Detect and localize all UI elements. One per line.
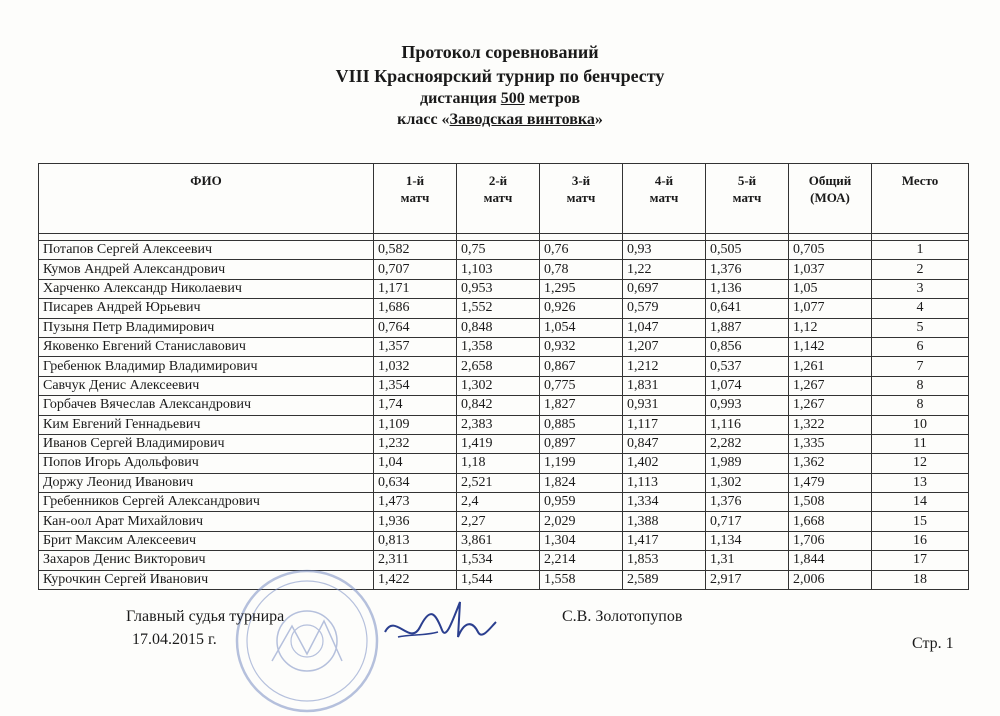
- cell-name: Горбачев Вячеслав Александрович: [39, 396, 374, 415]
- cell-m2: 2,658: [457, 357, 540, 376]
- document-title: [0, 40, 1000, 130]
- column-header-name: ФИО: [39, 164, 374, 234]
- table-row: [39, 318, 969, 337]
- cell-m1: 0,582: [374, 241, 457, 260]
- cell-m3: 0,867: [540, 357, 623, 376]
- table-row: [39, 531, 969, 550]
- cell-m1: 1,04: [374, 454, 457, 473]
- table-header-row: [39, 164, 969, 234]
- cell-m2: 0,848: [457, 318, 540, 337]
- cell-m5: 1,302: [706, 473, 789, 492]
- cell-total: 1,335: [789, 434, 872, 453]
- cell-place: 4: [872, 299, 969, 318]
- cell-m1: 1,354: [374, 376, 457, 395]
- cell-m5: 0,505: [706, 241, 789, 260]
- cell-m2: 2,4: [457, 493, 540, 512]
- cell-name: Попов Игорь Адольфович: [39, 454, 374, 473]
- cell-place: 5: [872, 318, 969, 337]
- cell-place: 2: [872, 260, 969, 279]
- cell-m5: 0,641: [706, 299, 789, 318]
- signature-icon: [380, 592, 500, 652]
- cell-m1: 1,422: [374, 570, 457, 589]
- cell-m1: 2,311: [374, 551, 457, 570]
- protocol-date: 17.04.2015 г.: [132, 631, 217, 648]
- cell-total: 1,668: [789, 512, 872, 531]
- cell-m1: 1,473: [374, 493, 457, 512]
- cell-m4: 1,113: [623, 473, 706, 492]
- cell-m1: 1,357: [374, 337, 457, 356]
- cell-total: 1,05: [789, 279, 872, 298]
- cell-m3: 0,932: [540, 337, 623, 356]
- column-header-m2: 2-й матч: [457, 164, 540, 234]
- cell-name: Доржу Леонид Иванович: [39, 473, 374, 492]
- table-row: [39, 260, 969, 279]
- page-number: Стр. 1: [912, 635, 954, 652]
- cell-name: Гребенюк Владимир Владимирович: [39, 357, 374, 376]
- cell-m5: 0,993: [706, 396, 789, 415]
- cell-m1: 0,707: [374, 260, 457, 279]
- class-value: Заводская винтовка: [449, 111, 595, 128]
- table-row: [39, 434, 969, 453]
- cell-m4: 1,334: [623, 493, 706, 512]
- column-header-m4: 4-й матч: [623, 164, 706, 234]
- cell-name: Потапов Сергей Алексеевич: [39, 241, 374, 260]
- distance-value: 500: [500, 90, 525, 107]
- cell-m3: 1,199: [540, 454, 623, 473]
- cell-place: 12: [872, 454, 969, 473]
- round-seal-icon: [232, 566, 382, 716]
- cell-m5: 1,376: [706, 260, 789, 279]
- cell-m4: 2,589: [623, 570, 706, 589]
- cell-total: 1,142: [789, 337, 872, 356]
- cell-m2: 1,18: [457, 454, 540, 473]
- cell-m4: 0,697: [623, 279, 706, 298]
- cell-place: 11: [872, 434, 969, 453]
- table-row: [39, 493, 969, 512]
- table-row: [39, 473, 969, 492]
- cell-m3: 1,558: [540, 570, 623, 589]
- cell-m3: 2,214: [540, 551, 623, 570]
- cell-m2: 2,27: [457, 512, 540, 531]
- table-row: [39, 396, 969, 415]
- results-table: [38, 163, 969, 590]
- cell-place: 18: [872, 570, 969, 589]
- cell-m2: 1,103: [457, 260, 540, 279]
- cell-total: 1,479: [789, 473, 872, 492]
- cell-m2: 1,552: [457, 299, 540, 318]
- cell-name: Кумов Андрей Александрович: [39, 260, 374, 279]
- cell-name: Писарев Андрей Юрьевич: [39, 299, 374, 318]
- cell-total: 1,077: [789, 299, 872, 318]
- cell-place: 8: [872, 376, 969, 395]
- distance-prefix: дистанция: [420, 90, 501, 107]
- results-table-body: [39, 234, 969, 590]
- cell-m1: 1,032: [374, 357, 457, 376]
- column-header-place: Место: [872, 164, 969, 234]
- cell-m5: 1,989: [706, 454, 789, 473]
- cell-m3: 0,926: [540, 299, 623, 318]
- cell-m1: 0,634: [374, 473, 457, 492]
- table-row: [39, 241, 969, 260]
- cell-m2: 0,953: [457, 279, 540, 298]
- class-suffix: »: [594, 111, 603, 128]
- cell-m3: 1,295: [540, 279, 623, 298]
- cell-m4: 0,847: [623, 434, 706, 453]
- table-row: [39, 357, 969, 376]
- cell-m2: 1,544: [457, 570, 540, 589]
- cell-name: Иванов Сергей Владимирович: [39, 434, 374, 453]
- cell-m2: 0,75: [457, 241, 540, 260]
- cell-m5: 2,917: [706, 570, 789, 589]
- cell-m4: 1,22: [623, 260, 706, 279]
- cell-m4: 1,417: [623, 531, 706, 550]
- table-row: [39, 454, 969, 473]
- cell-m3: 0,775: [540, 376, 623, 395]
- table-row: [39, 415, 969, 434]
- table-row: [39, 337, 969, 356]
- title-line-2: VIII Красноярский турнир по бенчресту: [335, 66, 665, 86]
- column-header-total: Общий (МОА): [789, 164, 872, 234]
- cell-total: 1,267: [789, 376, 872, 395]
- cell-total: 0,705: [789, 241, 872, 260]
- cell-m4: 1,207: [623, 337, 706, 356]
- cell-total: 1,362: [789, 454, 872, 473]
- cell-place: 3: [872, 279, 969, 298]
- cell-m5: 1,31: [706, 551, 789, 570]
- cell-m4: 1,853: [623, 551, 706, 570]
- table-row: [39, 551, 969, 570]
- chief-judge-title: Главный судья турнира: [126, 608, 285, 625]
- cell-m2: 0,842: [457, 396, 540, 415]
- cell-name: Захаров Денис Викторович: [39, 551, 374, 570]
- cell-place: 7: [872, 357, 969, 376]
- cell-total: 2,006: [789, 570, 872, 589]
- cell-m2: 1,302: [457, 376, 540, 395]
- cell-name: Гребенников Сергей Александрович: [39, 493, 374, 512]
- cell-m2: 1,534: [457, 551, 540, 570]
- distance-line: [0, 88, 1000, 109]
- column-header-m5: 5-й матч: [706, 164, 789, 234]
- cell-m1: 1,171: [374, 279, 457, 298]
- cell-m4: 0,93: [623, 241, 706, 260]
- cell-total: 1,037: [789, 260, 872, 279]
- cell-place: 15: [872, 512, 969, 531]
- cell-place: 17: [872, 551, 969, 570]
- cell-m2: 1,358: [457, 337, 540, 356]
- cell-m5: 0,717: [706, 512, 789, 531]
- cell-total: 1,508: [789, 493, 872, 512]
- cell-m3: 1,824: [540, 473, 623, 492]
- cell-m1: 1,74: [374, 396, 457, 415]
- cell-total: 1,322: [789, 415, 872, 434]
- cell-m3: 1,827: [540, 396, 623, 415]
- cell-m3: 0,959: [540, 493, 623, 512]
- cell-m5: 0,856: [706, 337, 789, 356]
- cell-m3: 1,304: [540, 531, 623, 550]
- cell-total: 1,267: [789, 396, 872, 415]
- cell-total: 1,12: [789, 318, 872, 337]
- cell-m1: 0,764: [374, 318, 457, 337]
- cell-name: Харченко Александр Николаевич: [39, 279, 374, 298]
- cell-m4: 1,388: [623, 512, 706, 531]
- cell-m4: 1,047: [623, 318, 706, 337]
- cell-name: Курочкин Сергей Иванович: [39, 570, 374, 589]
- cell-m3: 0,78: [540, 260, 623, 279]
- distance-suffix: метров: [524, 90, 580, 107]
- cell-m5: 1,376: [706, 493, 789, 512]
- cell-total: 1,706: [789, 531, 872, 550]
- chief-judge-name: С.В. Золотопупов: [562, 608, 683, 625]
- cell-m4: 1,831: [623, 376, 706, 395]
- cell-m3: 0,76: [540, 241, 623, 260]
- cell-m2: 2,521: [457, 473, 540, 492]
- cell-m1: 1,686: [374, 299, 457, 318]
- cell-m5: 1,116: [706, 415, 789, 434]
- cell-m2: 1,419: [457, 434, 540, 453]
- table-row: [39, 512, 969, 531]
- cell-m3: 1,054: [540, 318, 623, 337]
- table-row: [39, 376, 969, 395]
- cell-m5: 0,537: [706, 357, 789, 376]
- cell-place: 16: [872, 531, 969, 550]
- cell-place: 1: [872, 241, 969, 260]
- cell-m5: 2,282: [706, 434, 789, 453]
- table-row: [39, 570, 969, 589]
- cell-name: Ким Евгений Геннадьевич: [39, 415, 374, 434]
- cell-name: Савчук Денис Алексеевич: [39, 376, 374, 395]
- cell-m1: 1,936: [374, 512, 457, 531]
- column-header-m3: 3-й матч: [540, 164, 623, 234]
- cell-m3: 0,885: [540, 415, 623, 434]
- cell-name: Брит Максим Алексеевич: [39, 531, 374, 550]
- cell-place: 8: [872, 396, 969, 415]
- cell-m5: 1,134: [706, 531, 789, 550]
- cell-m3: 2,029: [540, 512, 623, 531]
- column-header-m1: 1-й матч: [374, 164, 457, 234]
- cell-place: 14: [872, 493, 969, 512]
- header-spacer-row: [39, 234, 969, 241]
- cell-place: 10: [872, 415, 969, 434]
- cell-m4: 1,212: [623, 357, 706, 376]
- table-row: [39, 279, 969, 298]
- cell-place: 13: [872, 473, 969, 492]
- cell-m2: 3,861: [457, 531, 540, 550]
- cell-name: Кан-оол Арат Михайлович: [39, 512, 374, 531]
- cell-m5: 1,074: [706, 376, 789, 395]
- cell-m4: 0,579: [623, 299, 706, 318]
- cell-total: 1,261: [789, 357, 872, 376]
- cell-place: 6: [872, 337, 969, 356]
- table-row: [39, 299, 969, 318]
- cell-m1: 1,109: [374, 415, 457, 434]
- cell-m4: 1,402: [623, 454, 706, 473]
- cell-m4: 0,931: [623, 396, 706, 415]
- cell-m1: 1,232: [374, 434, 457, 453]
- class-line: [0, 109, 1000, 130]
- cell-m5: 1,887: [706, 318, 789, 337]
- cell-m5: 1,136: [706, 279, 789, 298]
- class-prefix: класс «: [397, 111, 450, 128]
- cell-name: Яковенко Евгений Станиславович: [39, 337, 374, 356]
- cell-m1: 0,813: [374, 531, 457, 550]
- cell-total: 1,844: [789, 551, 872, 570]
- cell-m2: 2,383: [457, 415, 540, 434]
- title-line-1: Протокол соревнований: [401, 42, 599, 62]
- cell-m4: 1,117: [623, 415, 706, 434]
- cell-m3: 0,897: [540, 434, 623, 453]
- cell-name: Пузыня Петр Владимирович: [39, 318, 374, 337]
